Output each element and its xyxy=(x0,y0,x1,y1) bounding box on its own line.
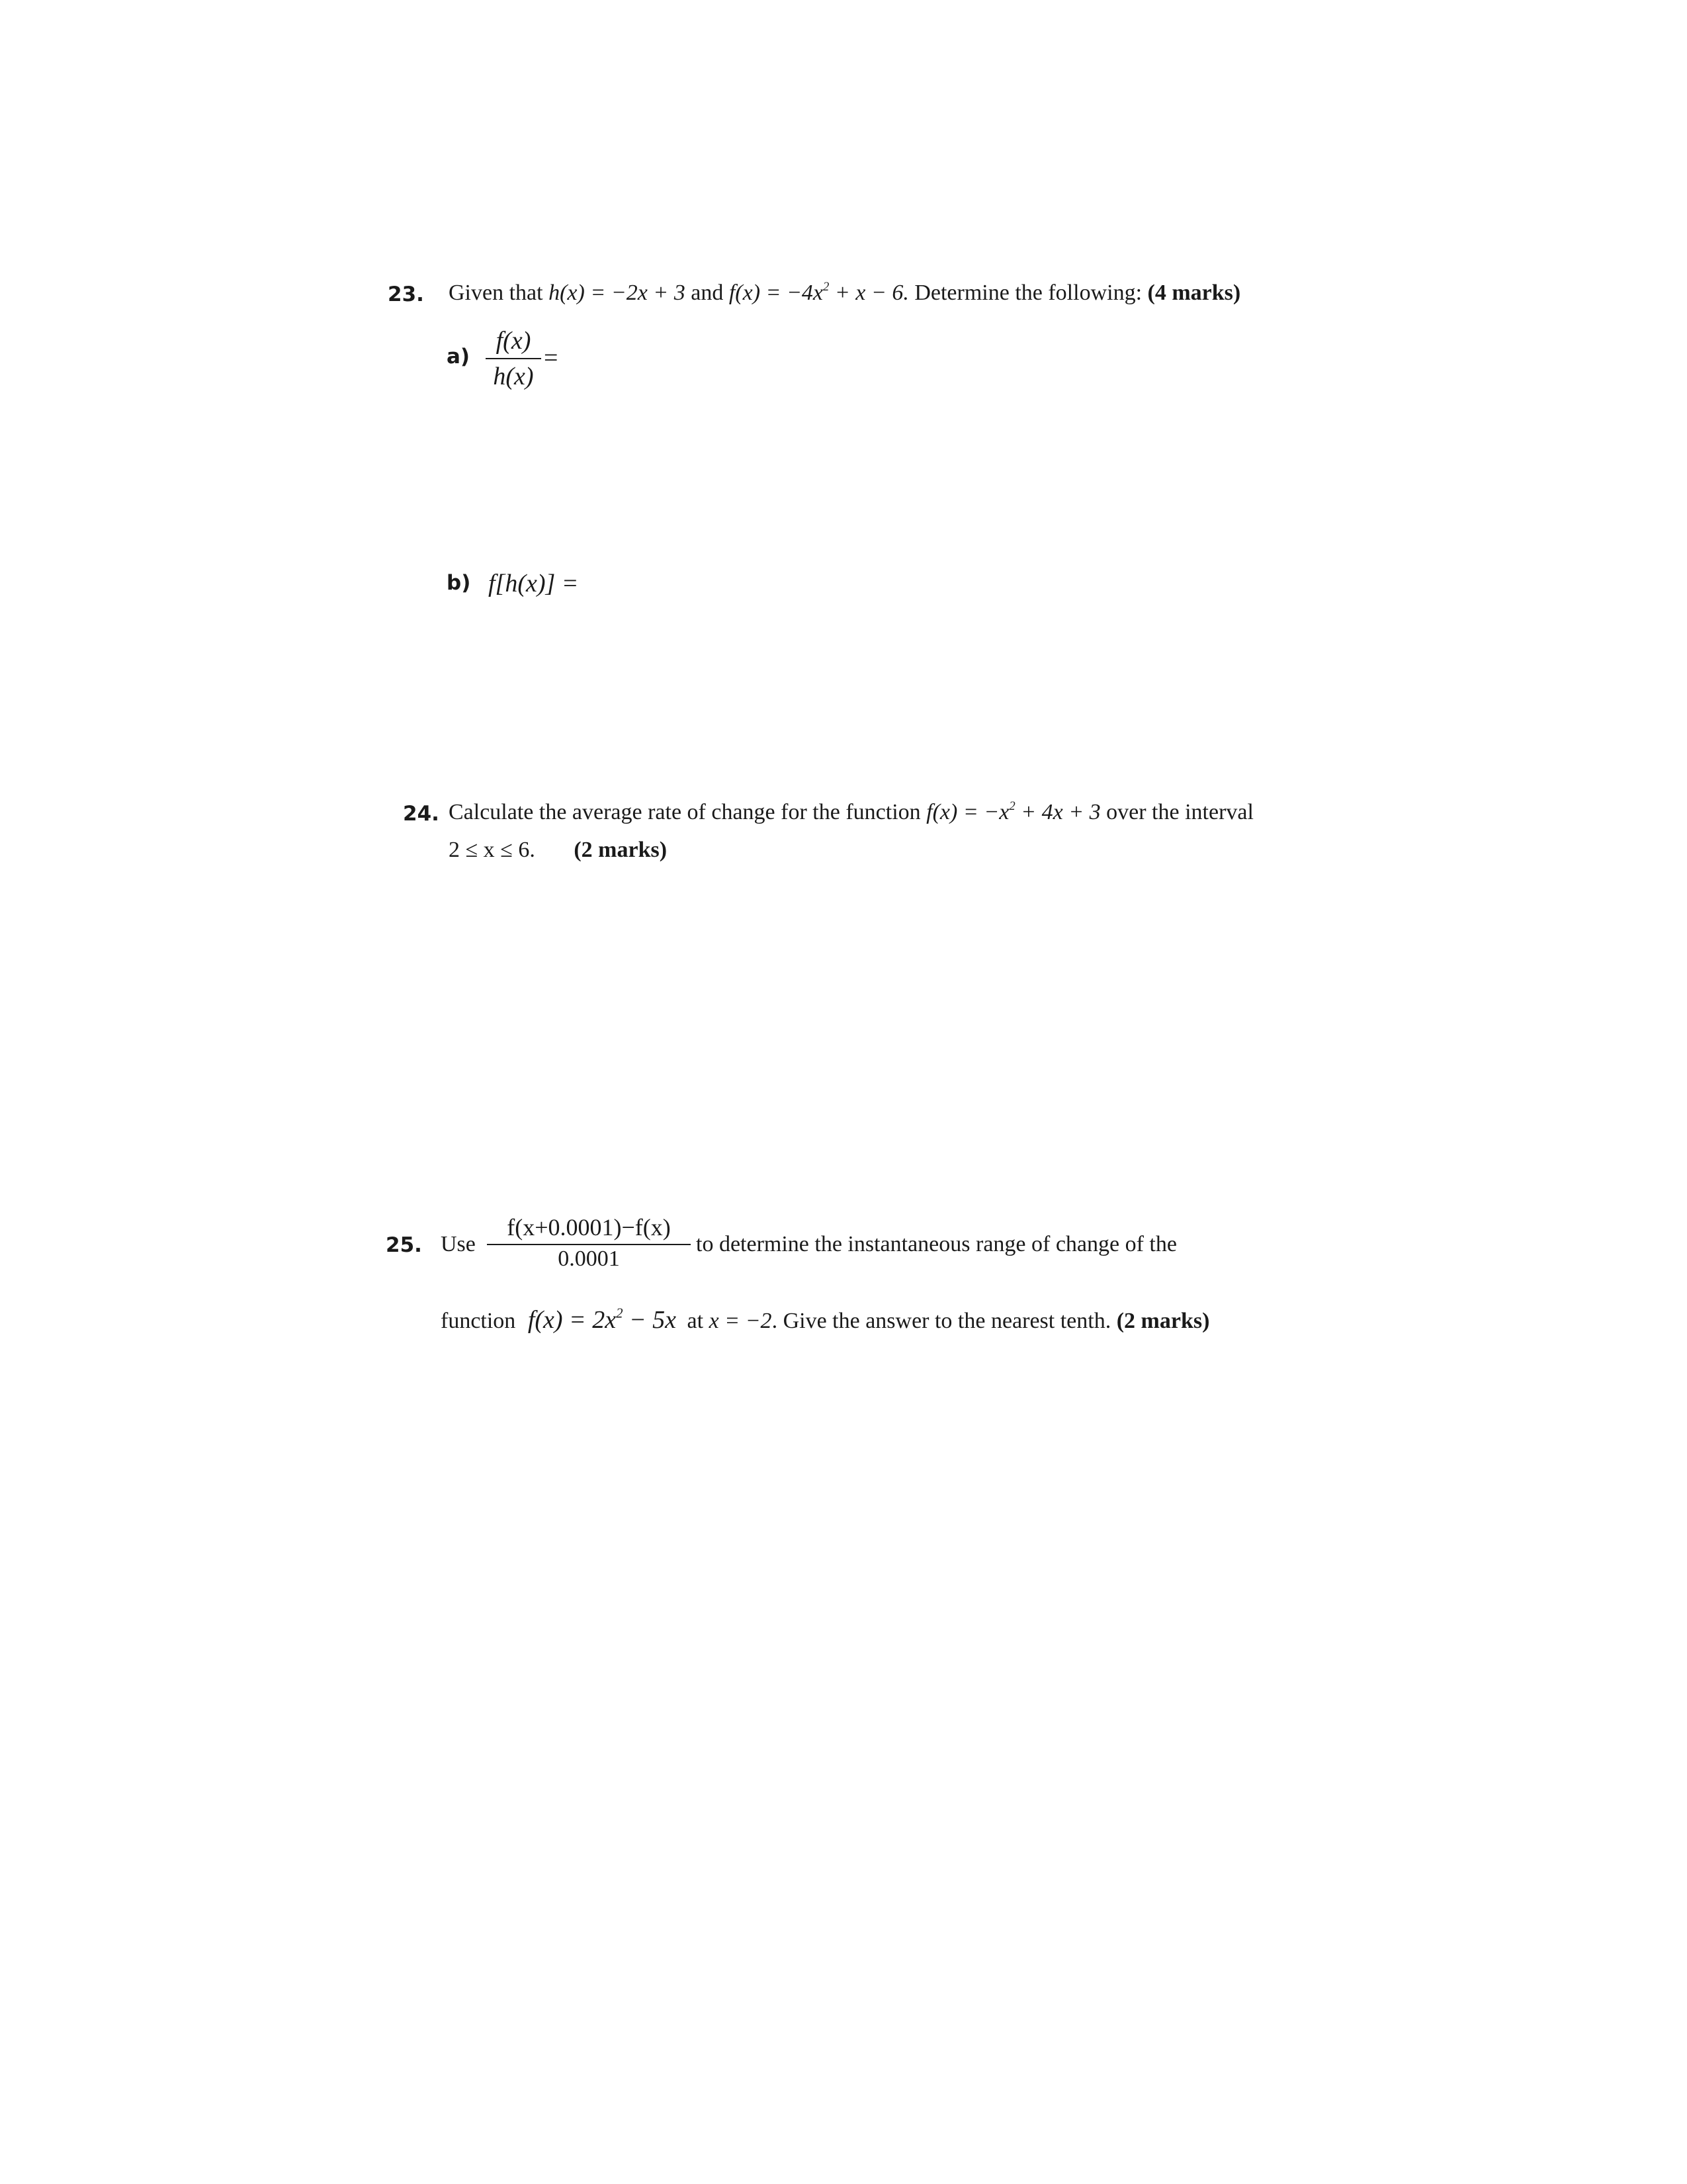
q24-f-definition: $f(x) = -x^2 + 4x + 3$ xyxy=(926,799,1101,824)
q23-part-a-equals: = xyxy=(544,344,558,372)
fraction-bar xyxy=(486,358,541,359)
q23-part-b-expression: f[h(x)] = xyxy=(488,570,579,597)
q25-function-word: function xyxy=(441,1309,516,1333)
q23-part-a-denominator: h(x) xyxy=(493,363,534,390)
q25-marks: (2 marks) xyxy=(1116,1309,1210,1333)
q23-part-a-fraction xyxy=(486,326,541,391)
q23-h-definition: h(x) = −2x + 3 xyxy=(548,281,685,305)
q23-f-definition: $f(x) = -4x^2 + x - 6$. xyxy=(728,279,909,305)
q25-fraction xyxy=(487,1213,691,1270)
question-25-number: 25. xyxy=(386,1233,422,1257)
q23-part-b-label: b) xyxy=(447,571,471,595)
fraction-bar xyxy=(487,1244,691,1245)
q23-instruction: Determine the following: xyxy=(914,281,1143,305)
q25-at: at xyxy=(687,1309,704,1333)
q24-text-post: over the interval xyxy=(1106,800,1254,824)
question-23-text xyxy=(449,279,1241,305)
q23-part-a-numerator: f(x) xyxy=(496,327,531,355)
q24-interval: 2 ≤ x ≤ 6. xyxy=(449,838,535,862)
question-24-text xyxy=(449,801,1254,824)
q23-and: and xyxy=(691,281,724,305)
q23-marks: (4 marks) xyxy=(1147,281,1241,305)
q25-text-end: . Give the answer to the nearest tenth. xyxy=(771,1309,1111,1333)
q25-numerator: f(x+0.0001)−f(x) xyxy=(507,1214,671,1241)
q24-marks: (2 marks) xyxy=(574,838,668,862)
q25-x-value: x = −2 xyxy=(709,1309,772,1333)
q25-denominator: 0.0001 xyxy=(558,1246,620,1271)
q25-text-after: to determine the instantaneous range of change of the xyxy=(696,1232,1177,1256)
q23-intro: Given that xyxy=(449,281,543,305)
q25-f-definition: $f(x) = 2x^2 - 5x$ xyxy=(527,1305,677,1334)
q24-text-pre: Calculate the average rate of change for the function xyxy=(449,800,921,824)
question-24-number: 24. xyxy=(403,802,439,826)
question-25-function-line xyxy=(441,1307,1209,1332)
question-23-number: 23. xyxy=(388,283,424,306)
q25-use: Use xyxy=(441,1232,476,1256)
q23-part-a-label: a) xyxy=(447,345,470,369)
question-24-interval-line xyxy=(449,839,667,861)
